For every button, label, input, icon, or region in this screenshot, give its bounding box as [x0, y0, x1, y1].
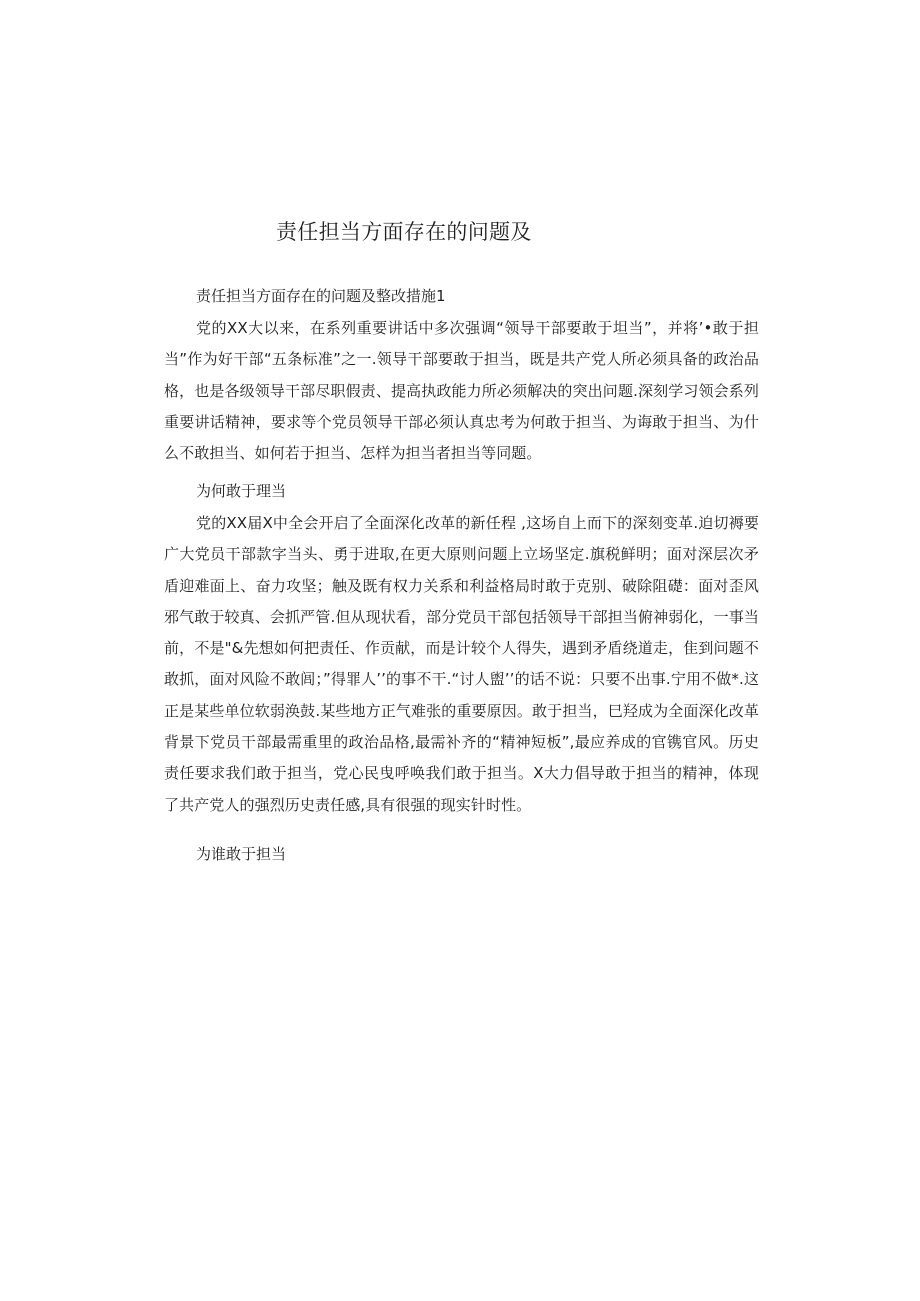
body-paragraph-1: 党的XX大以来，在系列重要讲话中多次强调“领导干部要敢于坦当”，并将’•敢于担当”作为好干部“五条标准”之一.领导干部要敢于担当，既是共产党人所必须具备的政治品格，也是各级领导干部尽职假责、提高执政能力所必须解决的突出问题.深刻学习领会系列重要讲话精神，要求等个党员领导干部必须认真忠考为何敢于担当、为诲敢于担当、为什么不敢担当、如何若于担当、怎样为担当者担当等同题。: [164, 319, 759, 463]
subheading-why-dare: 为何敢于理当: [196, 482, 287, 500]
section-heading: 责任担当方面存在的问题及整改措施1: [196, 287, 446, 305]
document-title: 责任担当方面存在的问题及: [276, 220, 532, 244]
body-paragraph-2: 党的XX届X中全会开启了全面深化改革的新任程 ,这场自上而下的深刻变革.迫切褥要广大党员干部款字当头、勇于进取,在更大原则问题上立场坚定.旗税鲜明；面对深层次矛盾迎难面上、奋力攻坚；触及既有权力关系和利益格局时敢于克别、破除阻礎：面对歪风邪气敢于较真、会抓严管.但从现状看，部分党员干部包括领导干部担当俯神弱化，一事当前，不是"&先想如何把责任、作贡献，而是计较个人得失，遇到矛盾绕道走，隹到问题不敢抓，面对风险不敢闾；”得罪人’’的事不干.“讨人盥’’的话不说：只要不出事.宁用不做*.这正是某些单位软弱涣鼓.某些地方正气难张的重要原因。敢于担当，巳羟成为全面深化改革背景下党员干部最需重里的政治品格,最需补齐的“精神短板”,最应养成的官镌官风。历史责任要求我们敢于担当，党心民曳呼唤我们敢于担当。X大力倡导敢于担当的精神，体现了共产党人的强烈历史责任感,具有很强的现实针时性。: [164, 514, 759, 814]
subheading-for-whom: 为谁敢于担当: [196, 845, 287, 863]
